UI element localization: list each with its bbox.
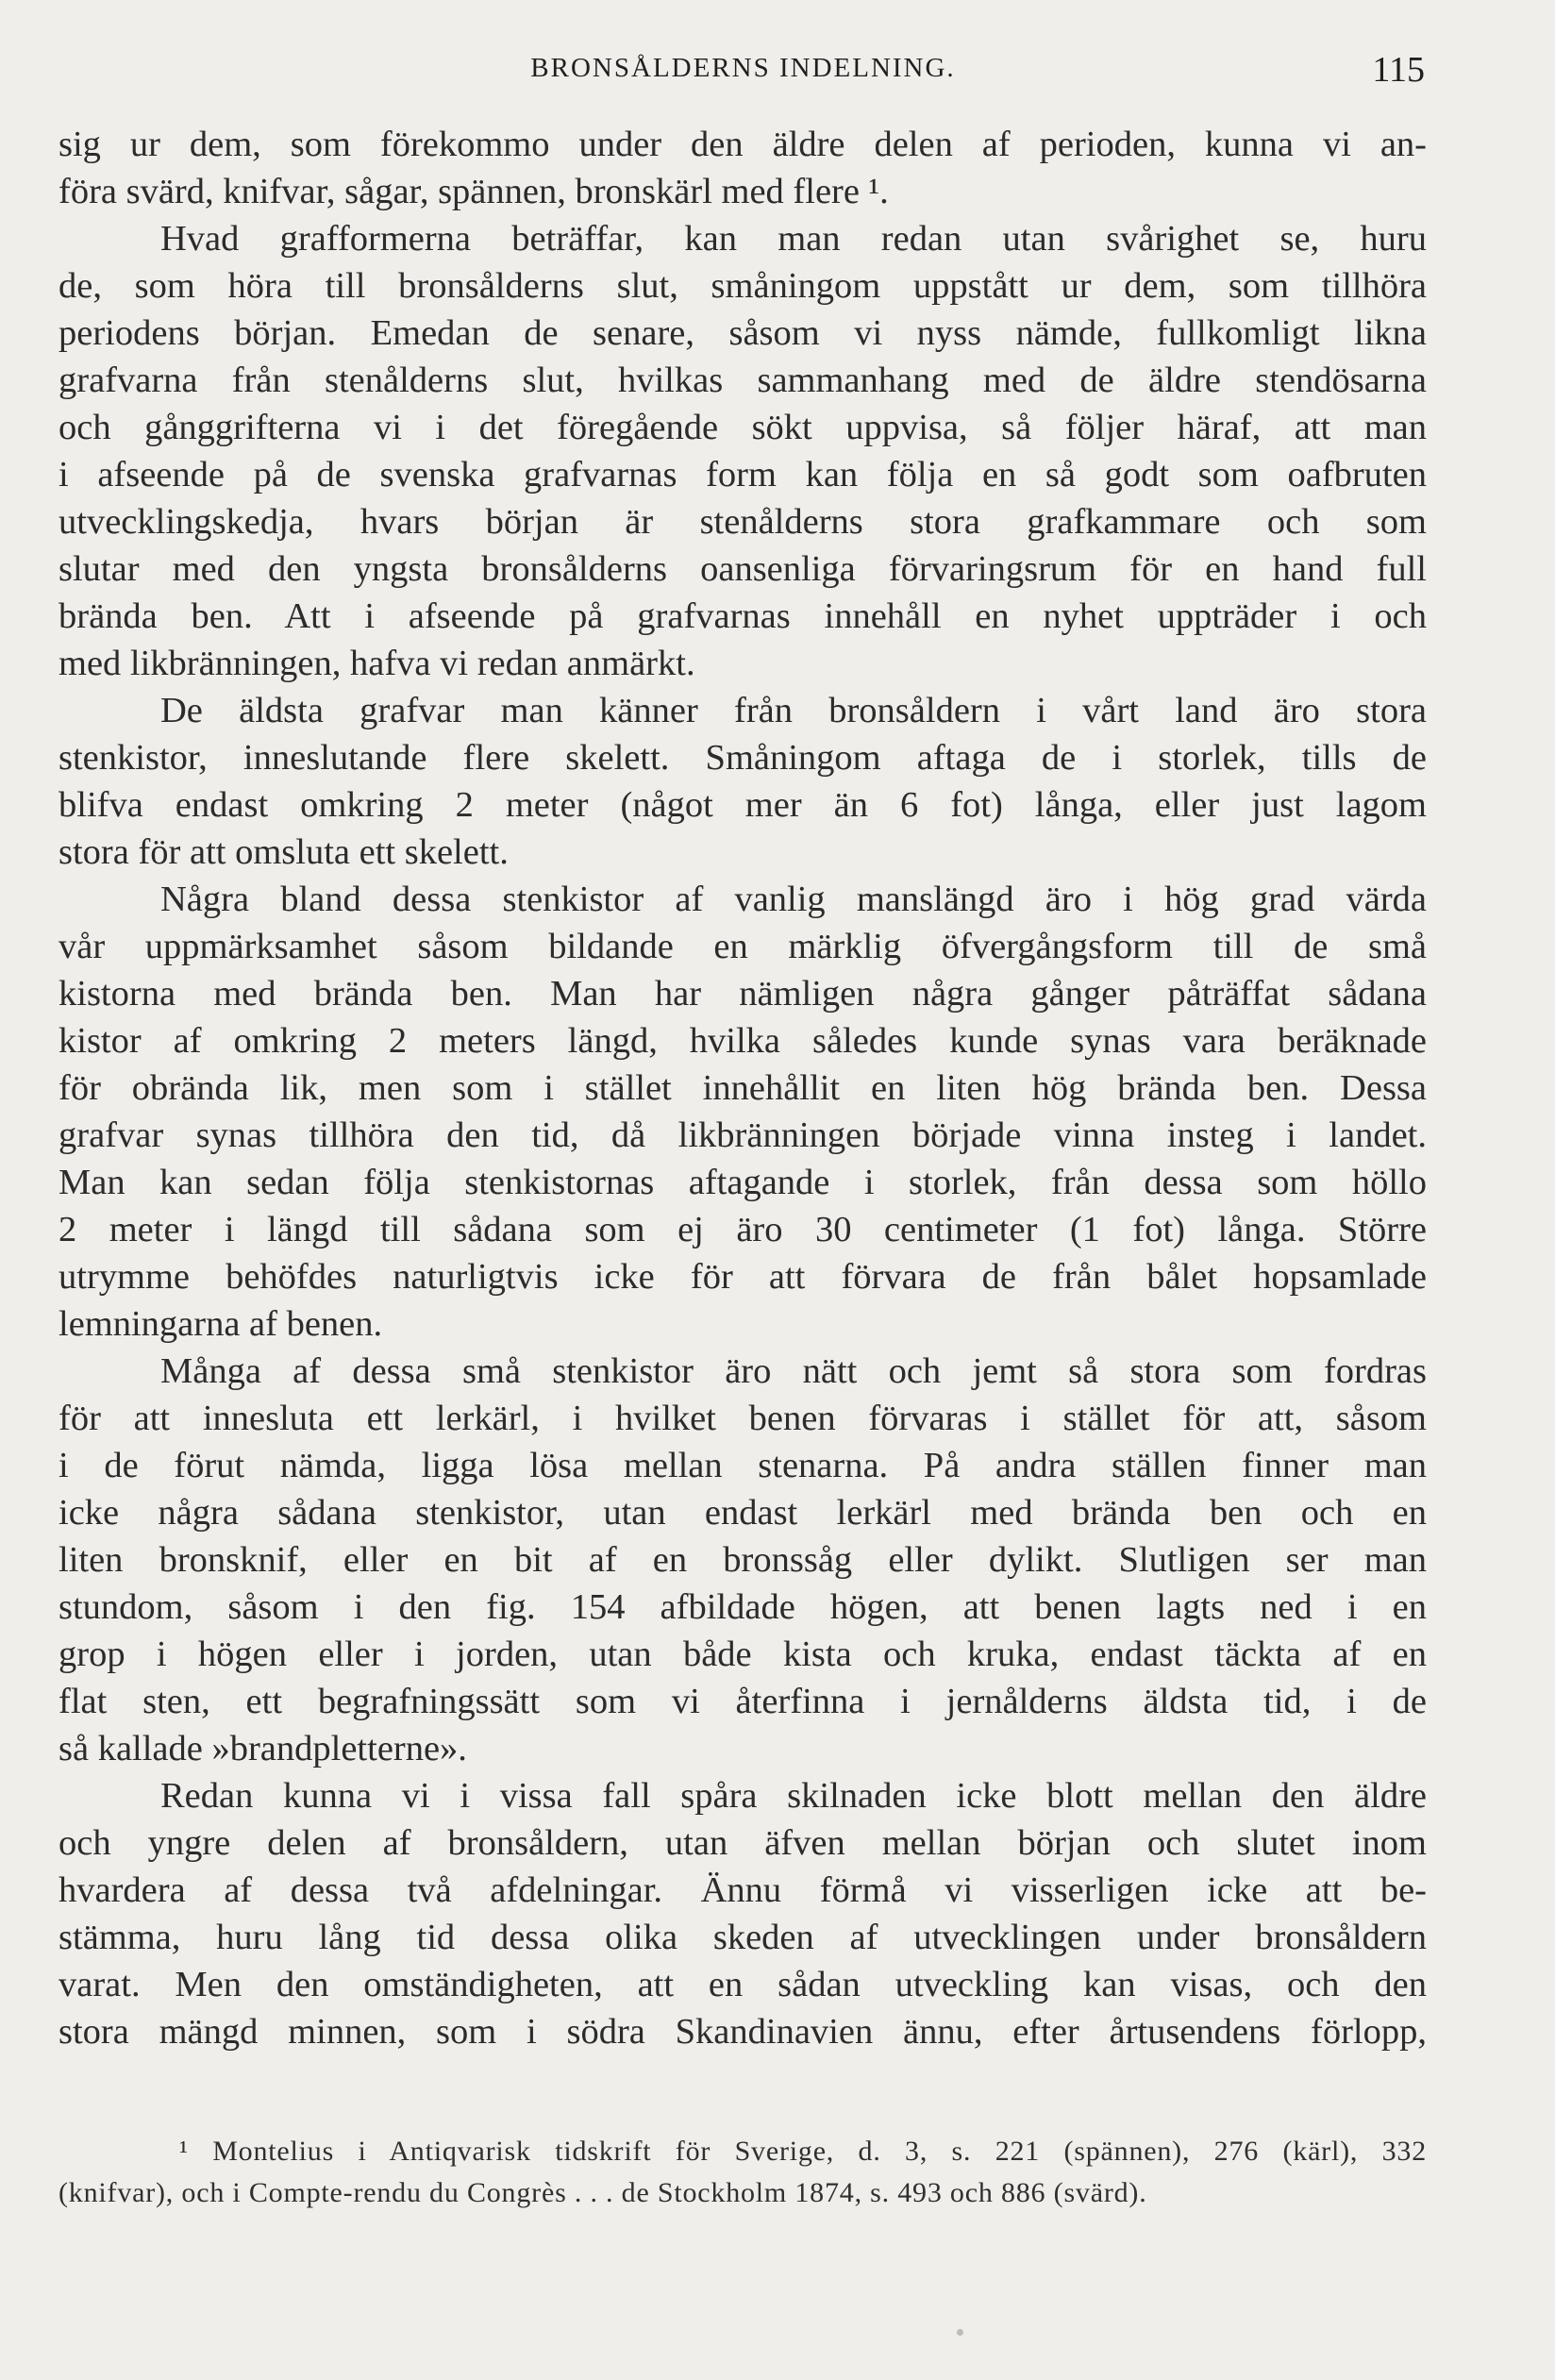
text-line: så kallade »brandpletterne». [59, 1729, 467, 1768]
text-line: kistorna med brända ben. Man har nämligen några gånger påträffat sådana [59, 974, 1427, 1014]
text-line: stora mängd minnen, som i södra Skandinavien ännu, efter årtusendens förlopp, [59, 2012, 1427, 2052]
body-text [59, 121, 1427, 2055]
text-line: med likbränningen, hafva vi redan anmärkt. [59, 644, 695, 683]
footnote-line: ¹ Montelius i Antiqvarisk tidskrift för Sverige, d. 3, s. 221 (spännen), 276 (kärl), 332 [179, 2136, 1427, 2167]
text-line: stundom, såsom i den fig. 154 afbildade högen, att benen lagts ned i en [59, 1587, 1427, 1627]
text-line: föra svärd, knifvar, sågar, spännen, bronskärl med flere ¹. [59, 172, 889, 211]
text-line: Man kan sedan följa stenkistornas aftagande i storlek, från dessa som höllo [59, 1163, 1427, 1202]
text-line: i de förut nämda, ligga lösa mellan stenarna. På andra ställen finner man [59, 1446, 1427, 1485]
text-line: sig ur dem, som förekommo under den äldre delen af perioden, kunna vi an- [59, 125, 1427, 164]
running-title: BRONSÅLDERNS INDELNING. [530, 53, 956, 83]
text-line: varat. Men den omständigheten, att en sådan utveckling kan visas, och den [59, 1965, 1427, 2004]
text-line: liten bronsknif, eller en bit af en bronssåg eller dylikt. Slutligen ser man [59, 1540, 1427, 1580]
text-line: i afseende på de svenska grafvarnas form kan följa en så godt som oafbruten [59, 455, 1427, 494]
text-line: för obrända lik, men som i stället innehållit en liten hög brända ben. Dessa [59, 1068, 1427, 1108]
text-line: grafvarna från stenålderns slut, hvilkas sammanhang med de äldre stendösarna [59, 360, 1427, 400]
paper-speck [957, 2329, 963, 2336]
text-line: 2 meter i längd till sådana som ej äro 30 centimeter (1 fot) långa. Större [59, 1210, 1427, 1249]
text-line: slutar med den yngsta bronsålderns oansenliga förvaringsrum för en hand full [59, 549, 1427, 589]
text-line: vår uppmärksamhet såsom bildande en märklig öfvergångsform till de små [59, 927, 1427, 966]
text-line: för att innesluta ett lerkärl, i hvilket benen förvaras i stället för att, såsom [59, 1399, 1427, 1438]
text-line: stenkistor, inneslutande flere skelett. Småningom aftaga de i storlek, tills de [59, 738, 1427, 778]
text-line: grop i högen eller i jorden, utan både kista och kruka, endast täckta af en [59, 1634, 1427, 1674]
text-line: kistor af omkring 2 meters längd, hvilka således kunde synas vara beräknade [59, 1021, 1427, 1061]
text-line: De äldsta grafvar man känner från bronsåldern i vårt land äro stora [160, 691, 1427, 730]
text-line: flat sten, ett begrafningssätt som vi återfinna i jernålderns äldsta tid, i de [59, 1682, 1427, 1721]
text-line: blifva endast omkring 2 meter (något mer än 6 fot) långa, eller just lagom [59, 785, 1427, 825]
text-line: och yngre delen af bronsåldern, utan äfven mellan början och slutet inom [59, 1823, 1427, 1863]
text-line: och gånggrifterna vi i det föregående sökt uppvisa, så följer häraf, att man [59, 408, 1427, 447]
page-number: 115 [1372, 50, 1425, 90]
footnote-line: (knifvar), och i Compte-rendu du Congrès . . . de Stockholm 1874, s. 493 och 886 (svärd). [59, 2177, 1147, 2208]
text-line: icke några sådana stenkistor, utan endast lerkärl med brända ben och en [59, 1493, 1427, 1533]
text-line: utrymme behöfdes naturligtvis icke för att förvara de från bålet hopsamlade [59, 1257, 1427, 1297]
text-line: de, som höra till bronsålderns slut, småningom uppstått ur dem, som tillhöra [59, 266, 1427, 306]
text-line: stämma, huru lång tid dessa olika skeden af utvecklingen under bronsåldern [59, 1918, 1427, 1957]
text-line: periodens början. Emedan de senare, såsom vi nyss nämde, fullkomligt likna [59, 313, 1427, 353]
text-line: Hvad grafformerna beträffar, kan man redan utan svårighet se, huru [160, 219, 1427, 259]
footnote [59, 2131, 1427, 2214]
text-line: brända ben. Att i afseende på grafvarnas innehåll en nyhet uppträder i och [59, 596, 1427, 636]
page-header [61, 49, 1425, 96]
text-line: Många af dessa små stenkistor äro nätt och jemt så stora som fordras [160, 1351, 1427, 1391]
text-line: hvardera af dessa två afdelningar. Ännu förmå vi visserligen icke att be- [59, 1870, 1427, 1910]
text-line: Redan kunna vi i vissa fall spåra skilnaden icke blott mellan den äldre [160, 1776, 1427, 1816]
text-line: grafvar synas tillhöra den tid, då likbränningen började vinna insteg i landet. [59, 1115, 1427, 1155]
text-line: utvecklingskedja, hvars början är stenålderns stora grafkammare och som [59, 502, 1427, 542]
text-line: lemningarna af benen. [59, 1304, 383, 1344]
text-line: Några bland dessa stenkistor af vanlig manslängd äro i hög grad värda [160, 880, 1427, 919]
text-line: stora för att omsluta ett skelett. [59, 832, 509, 872]
